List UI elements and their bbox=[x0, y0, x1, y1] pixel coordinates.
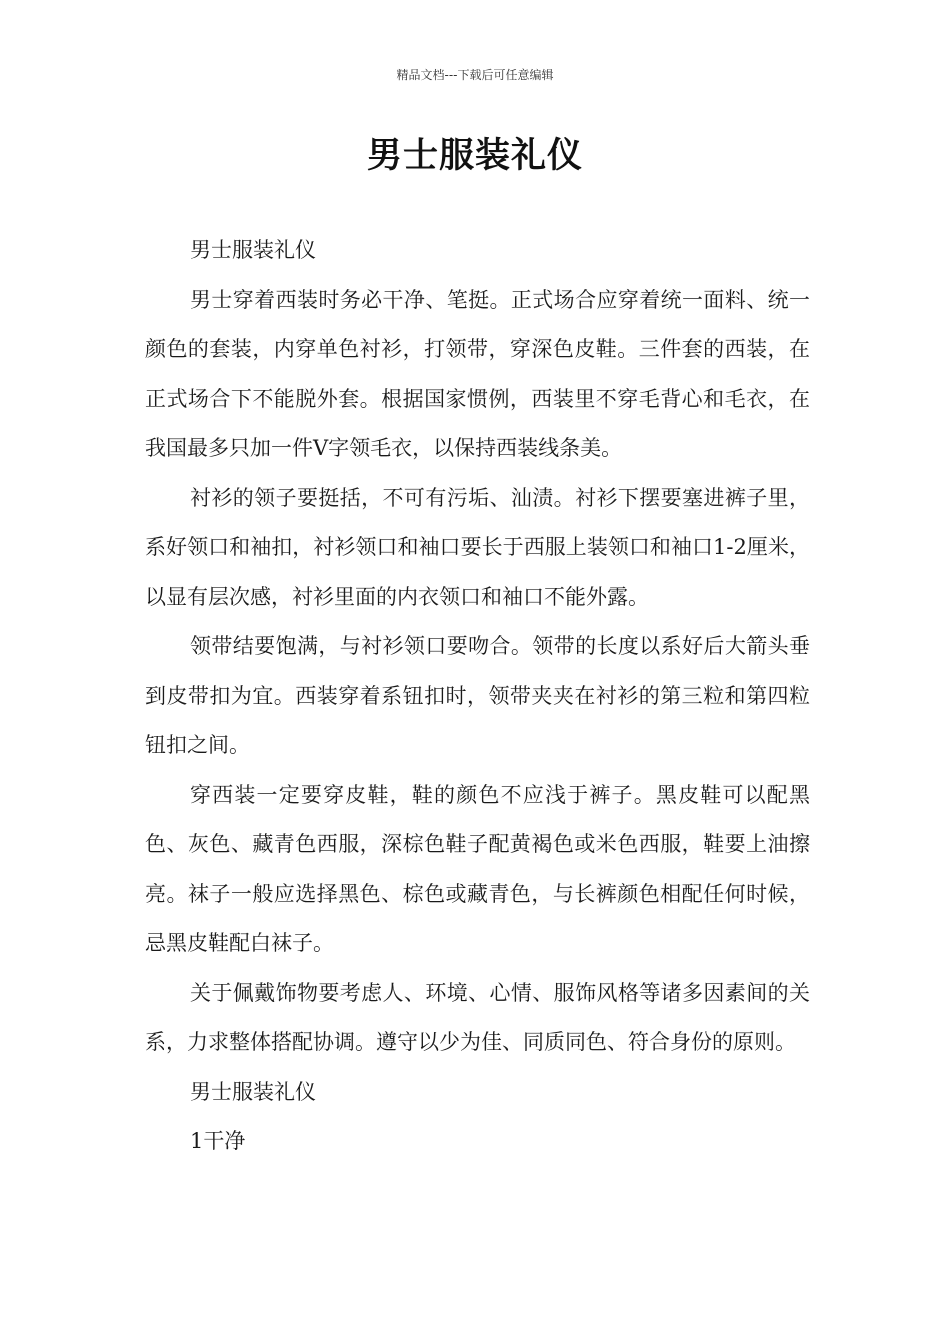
paragraph-tie: 领带结要饱满，与衬衫领口要吻合。领带的长度以系好后大箭头垂到皮带扣为宜。西装穿着系钮扣时，领带夹夹在衬衫的第三粒和第四粒钮扣之间。 bbox=[145, 634, 810, 757]
paragraph-shoes: 穿西装一定要穿皮鞋，鞋的颜色不应浅于裤子。黑皮鞋可以配黑色、灰色、藏青色西服，深棕色鞋子配黄褐色或米色西服，鞋要上油擦亮。袜子一般应选择黑色、棕色或藏青色，与长裤颜色相配任何时候，忌黑皮鞋配白袜子。 bbox=[145, 782, 810, 955]
paragraph-subheading: 男士服装礼仪 bbox=[190, 238, 316, 262]
header-note: 精品文档---下载后可任意编辑 bbox=[396, 68, 554, 82]
page-title: 男士服装礼仪 bbox=[366, 136, 583, 176]
paragraph-suit: 男士穿着西装时务必干净、笔挺。正式场合应穿着统一面料、统一颜色的套装，内穿单色衬衫，打领带，穿深色皮鞋。三件套的西装，在正式场合下不能脱外套。根据国家惯例，西装里不穿毛背心和毛衣，在我国最多只加一件V字领毛衣，以保持西装线条美。 bbox=[145, 287, 810, 460]
paragraph-shirt: 衬衫的领子要挺括，不可有污垢、汕渍。衬衫下摆要塞进裤子里，系好领口和袖扣，衬衫领口和袖口要长于西服上装领口和袖口1-2厘米，以显有层次感，衬衫里面的内衣领口和袖口不能外露。 bbox=[145, 485, 810, 609]
document-body bbox=[145, 226, 810, 1167]
paragraph-subheading-2: 男士服装礼仪 bbox=[190, 1079, 316, 1104]
paragraph-accessories: 关于佩戴饰物要考虑人、环境、心情、服饰风格等诸多因素间的关系，力求整体搭配协调。遵守以少为佳、同质同色、符合身份的原则。 bbox=[145, 980, 810, 1054]
paragraph-list-item: 1干净 bbox=[190, 1129, 246, 1153]
